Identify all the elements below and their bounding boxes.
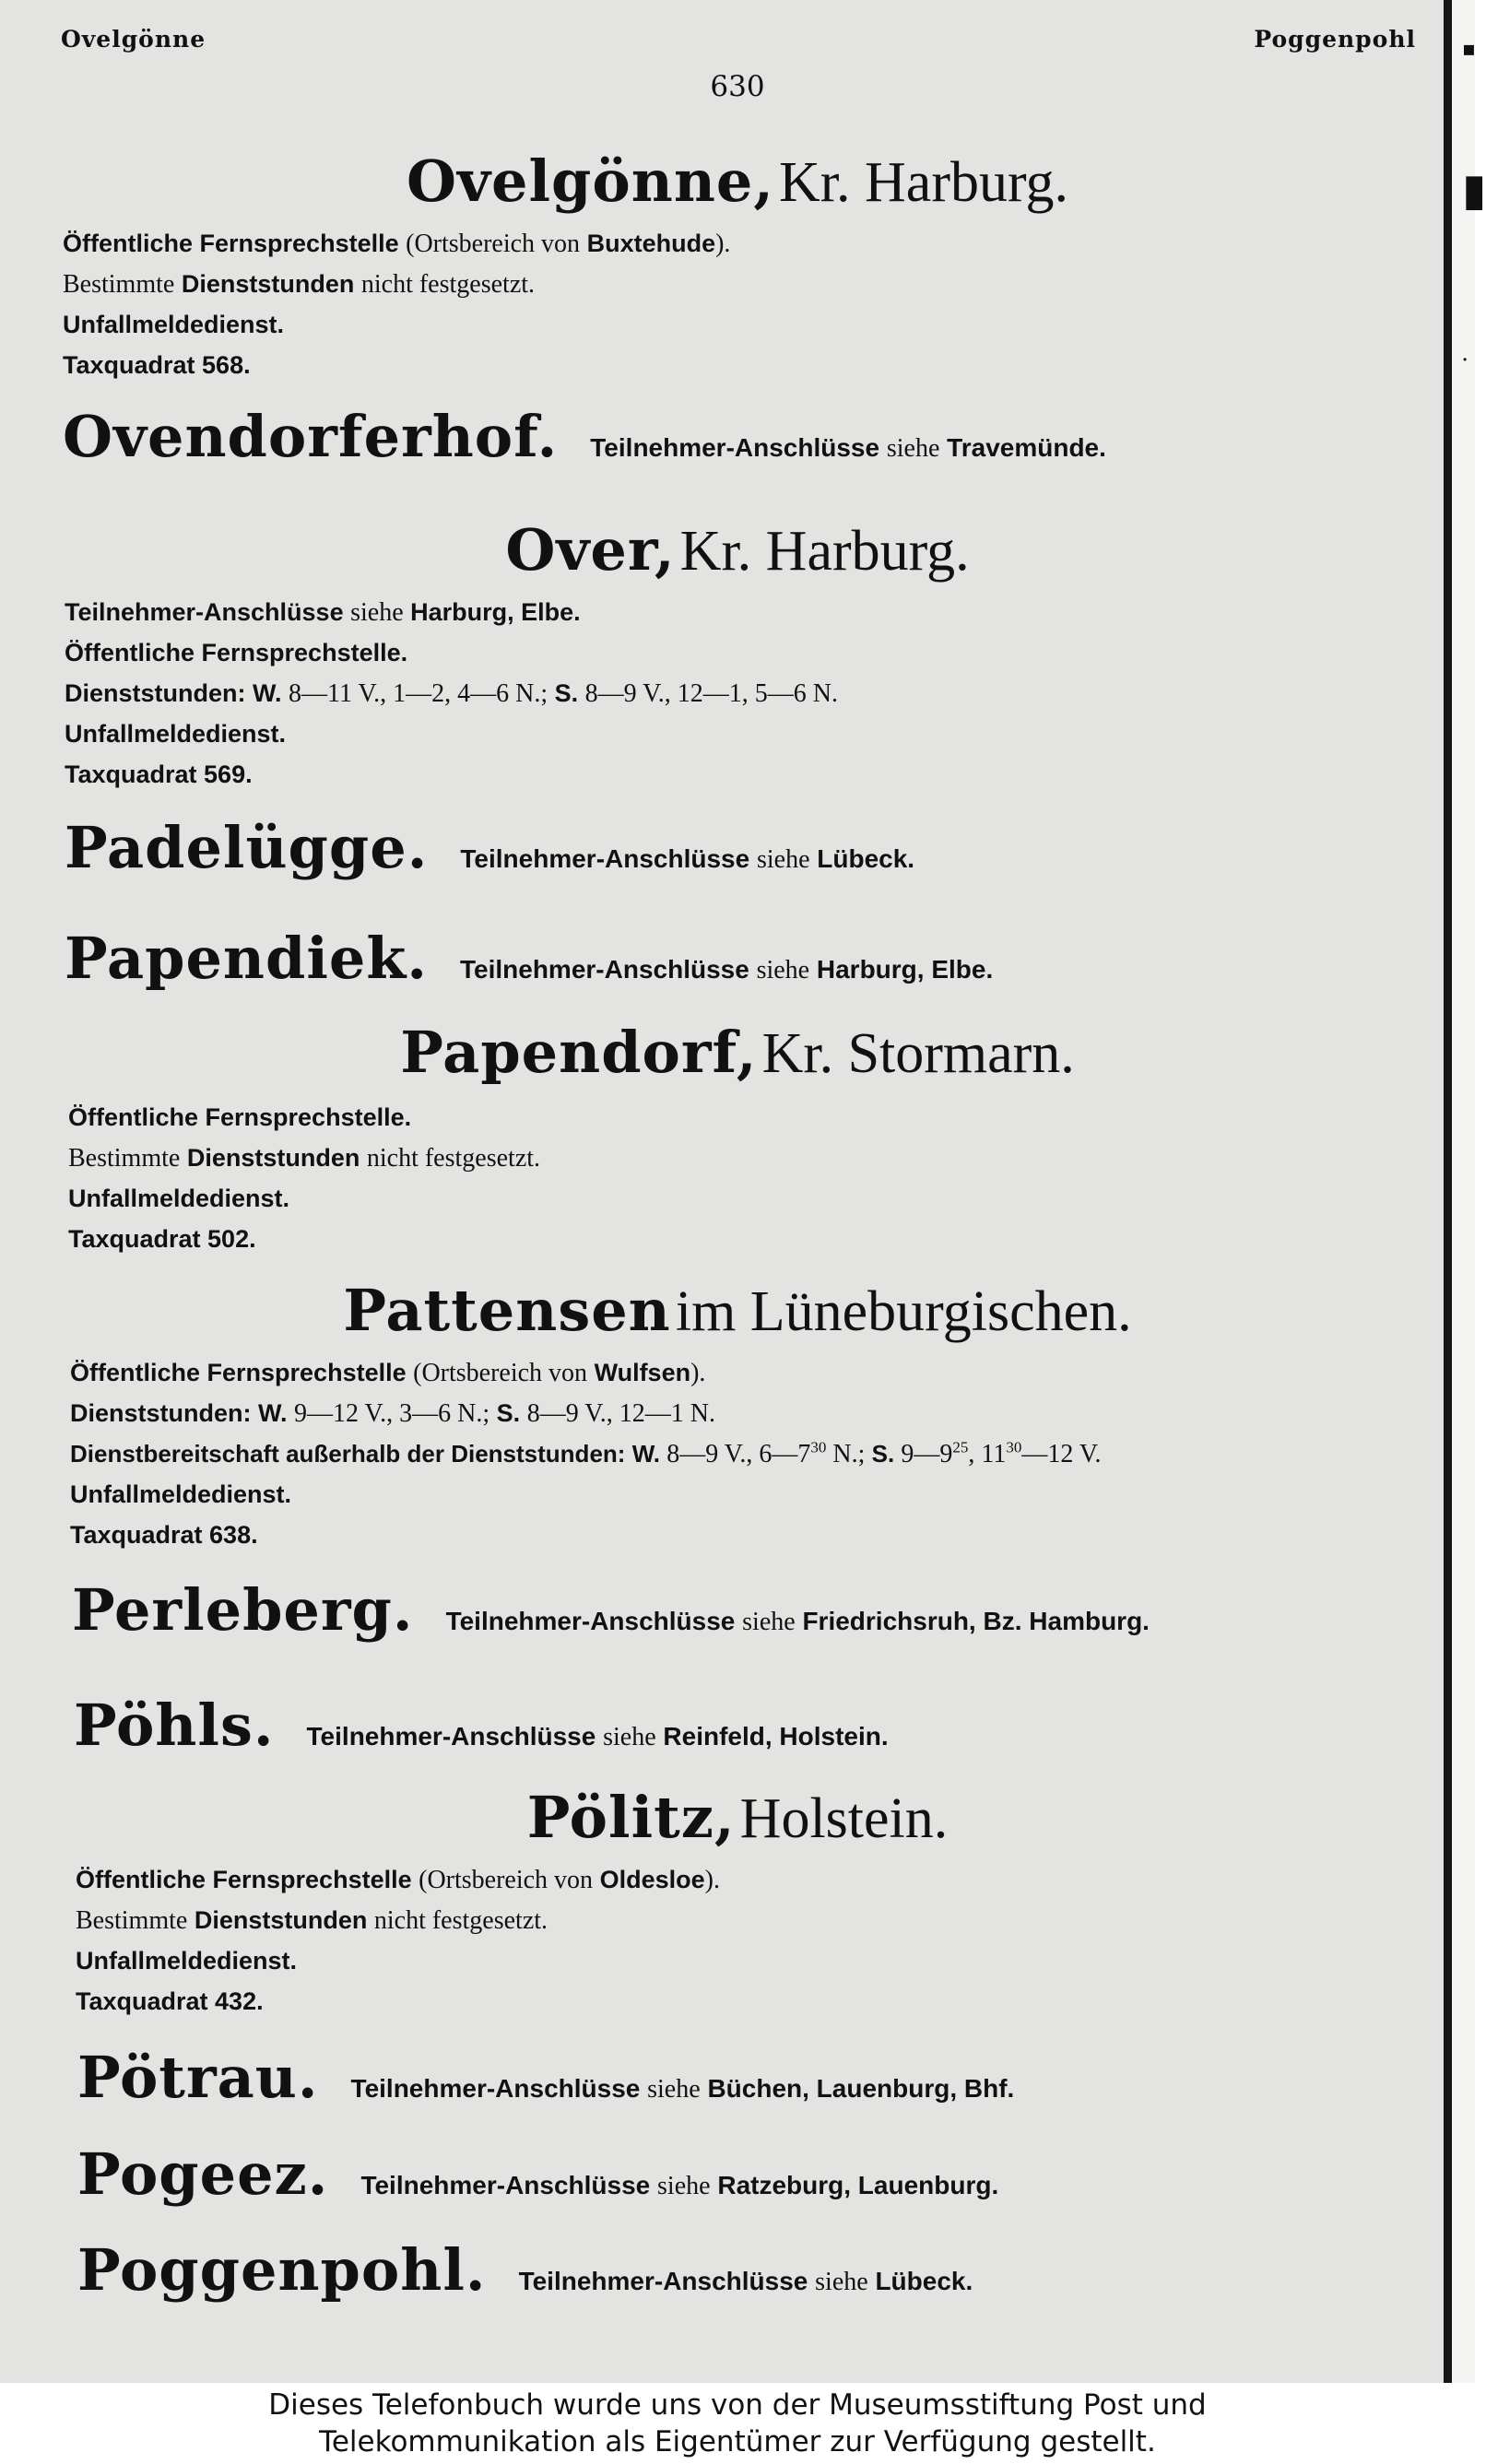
- entry-heading-poelitz: [0, 1784, 1475, 1852]
- service-label: Teilnehmer-Anschlüsse: [590, 433, 880, 462]
- sunday-label: S.: [496, 1399, 521, 1427]
- attribution-line: Dieses Telefonbuch wurde uns von der Museumsstiftung Post und: [268, 2388, 1207, 2422]
- entry-name: Over,: [505, 516, 676, 584]
- entry-line: Unfallmeldedienst.: [63, 311, 285, 338]
- hours-text: —12 V.: [1021, 1440, 1102, 1468]
- service-note: (Ortsbereich von: [413, 1359, 588, 1387]
- entry-name: Pötrau.: [77, 2044, 319, 2111]
- attribution-footer: [0, 2383, 1475, 2464]
- entry-padeluegge: [65, 814, 914, 881]
- service-label: Öffentliche Fernsprechstelle: [76, 1866, 412, 1893]
- entry-name: Pöhls.: [74, 1692, 275, 1759]
- place-ref: Wulfsen: [594, 1359, 691, 1386]
- service-note: siehe: [886, 434, 940, 463]
- minutes-sup: 30: [810, 1438, 827, 1456]
- entry-name: Ovelgönne,: [407, 147, 774, 215]
- running-head-right: Poggenpohl: [1254, 26, 1416, 53]
- hours-text: , 11: [968, 1440, 1007, 1468]
- place-ref: Lübeck.: [875, 2267, 973, 2295]
- service-note: siehe: [657, 2172, 711, 2200]
- place-ref: Buxtehude: [586, 230, 716, 257]
- entry-reference: [360, 2171, 998, 2199]
- service-note: Bestimmte: [76, 1906, 188, 1935]
- hours-text: N.;: [832, 1440, 866, 1468]
- place-ref: Harburg, Elbe.: [816, 955, 994, 984]
- entry-name: Papendiek.: [65, 925, 428, 992]
- service-label: Teilnehmer-Anschlüsse: [350, 2074, 641, 2103]
- entry-line: [70, 1439, 1102, 1469]
- entry-ovendorferhof: [63, 403, 1106, 470]
- punctuation: ).: [704, 1866, 720, 1894]
- minutes-sup: 30: [1006, 1438, 1022, 1456]
- entry-reference: [460, 844, 914, 873]
- service-label: Teilnehmer-Anschlüsse: [445, 1607, 736, 1635]
- place-ref: Friedrichsruh, Bz. Hamburg.: [802, 1607, 1150, 1635]
- service-label: Öffentliche Fernsprechstelle: [70, 1359, 407, 1386]
- minutes-sup: 25: [952, 1438, 969, 1456]
- entry-line: Taxquadrat 502.: [68, 1225, 256, 1253]
- entry-reference: [590, 433, 1106, 462]
- hours-value: [901, 1440, 1101, 1468]
- service-note: (Ortsbereich von: [419, 1866, 594, 1894]
- hours-value: 8—9 V., 12—1, 5—6 N.: [584, 679, 838, 708]
- sunday-label: S.: [554, 679, 579, 707]
- service-label: Teilnehmer-Anschlüsse: [518, 2267, 808, 2295]
- weekday-label: W.: [253, 679, 282, 707]
- entry-name: Padelügge.: [65, 814, 429, 881]
- punctuation: ).: [690, 1359, 706, 1387]
- service-label: Dienststunden: [181, 270, 355, 298]
- entry-heading-pattensen: [0, 1277, 1475, 1345]
- service-note: siehe: [742, 1608, 796, 1636]
- binding-edge: [1444, 0, 1452, 2383]
- entry-line: [76, 1905, 548, 1936]
- entry-line: Öffentliche Fernsprechstelle.: [68, 1103, 412, 1131]
- service-label: Teilnehmer-Anschlüsse: [306, 1722, 596, 1751]
- entry-line: [65, 597, 581, 628]
- entry-line: [65, 678, 838, 709]
- entry-reference: [519, 2267, 973, 2295]
- attribution-line: Telekommunikation als Eigentümer zur Verfügung gestellt.: [319, 2425, 1156, 2458]
- service-label: Dienststunden: [186, 1144, 360, 1172]
- service-note: nicht festgesetzt.: [373, 1906, 548, 1935]
- place-ref: Travemünde.: [947, 433, 1106, 462]
- entry-district: Holstein.: [739, 1787, 949, 1850]
- service-note: siehe: [756, 956, 810, 984]
- service-note: Bestimmte: [68, 1144, 181, 1173]
- entry-line: Taxquadrat 638.: [70, 1521, 258, 1549]
- service-label: Teilnehmer-Anschlüsse: [460, 955, 749, 984]
- service-note: siehe: [603, 1723, 656, 1751]
- place-ref: Lübeck.: [817, 844, 915, 873]
- entry-heading-ovelgoenne: [0, 147, 1475, 216]
- entry-name: Perleberg.: [72, 1576, 414, 1644]
- service-label: Teilnehmer-Anschlüsse: [460, 844, 750, 873]
- entry-district: Kr. Harburg.: [679, 520, 970, 583]
- service-label: Teilnehmer-Anschlüsse: [65, 598, 344, 626]
- entry-reference: [307, 1722, 889, 1751]
- entry-poggenpohl: [77, 2236, 973, 2304]
- edge-fragment-mark: ▪: [1462, 37, 1476, 61]
- service-label: Dienstbereitschaft außerhalb der Dienststunden:: [70, 1440, 626, 1468]
- edge-fragment-mark: ▮: [1462, 164, 1486, 216]
- sunday-label: S.: [871, 1440, 895, 1468]
- entry-name: Poggenpohl.: [77, 2236, 487, 2304]
- entry-poehls: [74, 1692, 889, 1759]
- entry-heading-papendorf: [0, 1019, 1475, 1087]
- service-note: siehe: [815, 2268, 868, 2296]
- service-note: (Ortsbereich von: [406, 230, 581, 258]
- place-ref: Ratzeburg, Lauenburg.: [717, 2171, 999, 2199]
- entry-line: [76, 1865, 720, 1895]
- entry-name: Pattensen: [343, 1277, 671, 1344]
- punctuation: ).: [715, 230, 731, 258]
- entry-district: Kr. Stormarn.: [761, 1022, 1075, 1085]
- entry-line: [68, 1143, 540, 1173]
- hours-value: [666, 1440, 865, 1468]
- entry-papendiek: [65, 925, 993, 992]
- entry-perleberg: [72, 1576, 1150, 1644]
- entry-reference: [460, 955, 993, 984]
- entry-line: [70, 1398, 715, 1429]
- entry-poetrau: [77, 2044, 1014, 2111]
- entry-reference: [446, 1607, 1150, 1635]
- service-note: Bestimmte: [63, 270, 175, 299]
- entry-name: Papendorf,: [400, 1019, 758, 1086]
- entry-line: [70, 1358, 705, 1388]
- entry-line: Unfallmeldedienst.: [65, 720, 287, 748]
- service-label: Dienststunden:: [70, 1399, 252, 1427]
- hours-value: 8—11 V., 1—2, 4—6 N.;: [289, 679, 548, 708]
- entry-line: Unfallmeldedienst.: [70, 1480, 292, 1508]
- entry-line: [63, 229, 730, 259]
- entry-district: Kr. Harburg.: [779, 151, 1068, 214]
- entry-district: im Lüneburgischen.: [675, 1280, 1132, 1343]
- entry-line: Taxquadrat 568.: [63, 351, 251, 379]
- weekday-label: W.: [258, 1399, 288, 1427]
- place-ref: Harburg, Elbe.: [410, 598, 581, 626]
- entry-heading-over: [0, 516, 1475, 584]
- service-label: Dienststunden:: [65, 679, 246, 707]
- entry-reference: [351, 2074, 1015, 2103]
- entry-line: Unfallmeldedienst.: [68, 1185, 290, 1212]
- entry-line: [63, 269, 535, 300]
- service-note: nicht festgesetzt.: [366, 1144, 541, 1173]
- entry-pogeez: [77, 2140, 998, 2208]
- hours-value: 9—12 V., 3—6 N.;: [294, 1399, 490, 1428]
- service-note: siehe: [350, 598, 404, 627]
- place-ref: Reinfeld, Holstein.: [663, 1722, 889, 1751]
- entry-name: Ovendorferhof.: [63, 403, 559, 470]
- edge-fragment-mark: ·: [1462, 350, 1468, 370]
- service-label: Dienststunden: [194, 1906, 368, 1934]
- running-head-left: Ovelgönne: [61, 26, 206, 53]
- service-note: siehe: [756, 845, 810, 874]
- service-note: nicht festgesetzt.: [360, 270, 536, 299]
- entry-name: Pölitz,: [526, 1784, 736, 1851]
- service-note: siehe: [647, 2075, 701, 2104]
- page-number: 630: [710, 70, 765, 103]
- place-ref: Büchen, Lauenburg, Bhf.: [707, 2074, 1015, 2103]
- place-ref: Oldesloe: [599, 1866, 705, 1893]
- entry-line: Öffentliche Fernsprechstelle.: [65, 639, 408, 666]
- entry-line: Taxquadrat 432.: [76, 1987, 264, 2015]
- service-label: Öffentliche Fernsprechstelle: [63, 230, 399, 257]
- weekday-label: W.: [631, 1440, 661, 1468]
- entry-line: Taxquadrat 569.: [65, 760, 253, 788]
- hours-text: 9—9: [901, 1440, 953, 1468]
- hours-text: 8—9 V., 6—7: [666, 1440, 811, 1468]
- hours-value: 8—9 V., 12—1 N.: [526, 1399, 716, 1428]
- entry-name: Pogeez.: [77, 2140, 329, 2208]
- entry-line: Unfallmeldedienst.: [76, 1947, 298, 1975]
- service-label: Teilnehmer-Anschlüsse: [360, 2171, 651, 2199]
